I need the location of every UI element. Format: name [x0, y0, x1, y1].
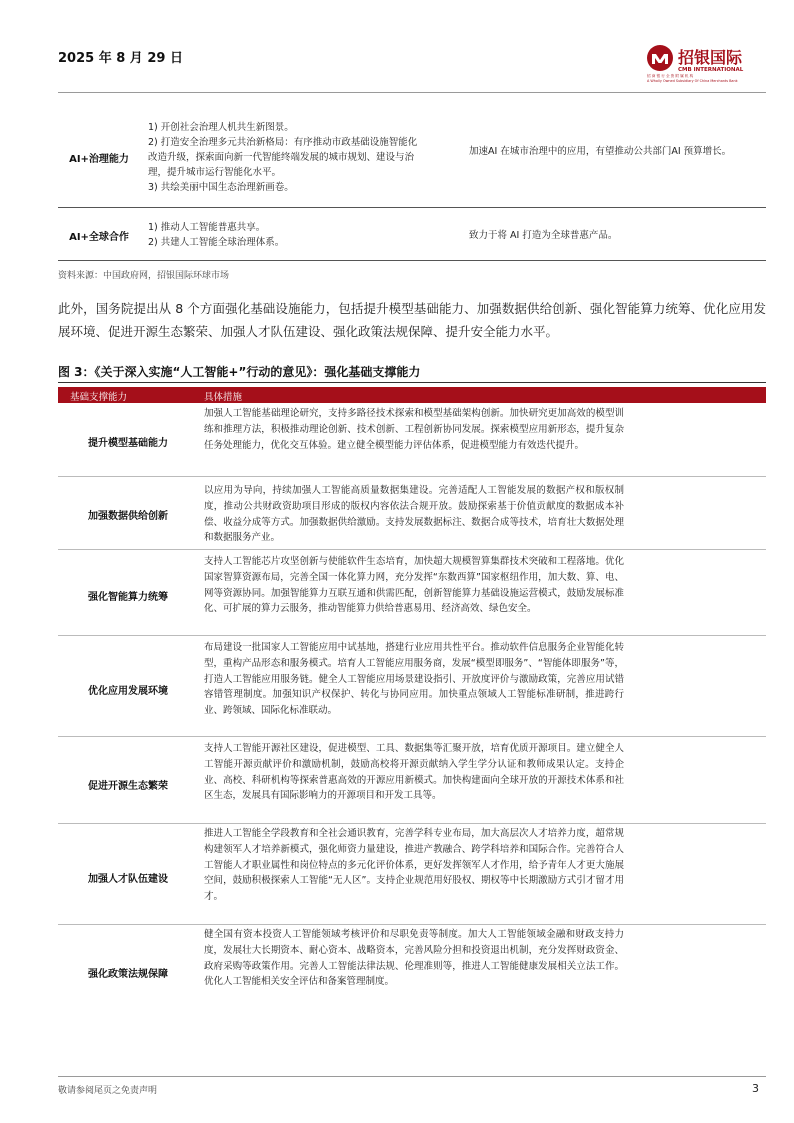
source-note: 资料来源：中国政府网，招银国际环球市场 — [58, 271, 230, 281]
list-item: 1) 开创社会治理人机共生新图景。 — [148, 122, 294, 133]
brand-name-en: CMB INTERNATIONAL — [678, 67, 744, 73]
table-row — [58, 737, 766, 824]
body-paragraph: 此外，国务院提出从 8 个方面强化基础设施能力，包括提升模型基础能力、加强数据供给创新、强化智能算力统筹、优化应用发展环境、促进开源生态繁荣、加强人才队伍建设、强化政策法规保障、提升安全能力水平。 — [58, 301, 766, 339]
row-items — [148, 220, 448, 250]
policy-table — [58, 92, 766, 260]
row-label: 强化智能算力统筹 — [88, 592, 168, 603]
table-row — [58, 824, 766, 925]
list-item: 3) 共绘美丽中国生态治理新画卷。 — [148, 182, 294, 193]
figure-title-divider — [58, 382, 766, 383]
table-row — [58, 477, 766, 550]
brand-tagline-en: A Wholly Owned Subsidiary Of China Merchants Bank — [647, 79, 738, 83]
footer-divider — [58, 1076, 766, 1077]
row-label: AI+治理能力 — [69, 154, 129, 165]
row-note: 加速AI 在城市治理中的应用，有望推动公共部门AI 预算增长。 — [469, 146, 732, 157]
row-text: 支持人工智能芯片攻坚创新与使能软件生态培育，加快超大规模智算集群技术突破和工程落地。优化国家智算资源布局，完善全国一体化算力网，充分发挥“东数西算”国家枢纽作用，加大数、算、电、网等资源协同。加强智能算力互联互通和供需匹配，创新智能算力基础设施运营模式，鼓励发展标准化、可扩展的算力云服务，推动智能算力供给普惠易用、经济高效、绿色安全。 — [204, 556, 624, 615]
cmb-logo-icon — [646, 44, 758, 84]
list-item: 改造升级，探索面向新一代智能终端发展的城市规划、建设与治 — [148, 152, 415, 163]
list-item: 2) 共建人工智能全球治理体系。 — [148, 237, 285, 248]
row-label: 强化政策法规保障 — [88, 969, 168, 980]
disclaimer-link: 敬请参阅尾页之免责声明 — [58, 1086, 158, 1096]
row-text: 以应用为导向，持续加强人工智能高质量数据集建设。完善适配人工智能发展的数据产权和版权制度，推动公共财政资助项目形成的版权内容依法合规开放。鼓励探索基于价值贡献度的数据成本补偿、收益分成等方式。加强数据供给激励。支持发展数据标注、数据合成等技术，培育壮大数据处理和数据服务产业。 — [204, 485, 624, 544]
row-label: 加强人才队伍建设 — [88, 874, 168, 885]
header-col-capability: 基础支撑能力 — [70, 392, 128, 403]
row-note: 致力于将 AI 打造为全球普惠产品。 — [469, 230, 618, 241]
row-text: 支持人工智能开源社区建设，促进模型、工具、数据集等汇聚开放，培育优质开源项目。建立健全人工智能开源贡献评价和激励机制，鼓励高校将开源贡献纳入学生学分认证和教师成果认定。支持企业、高校、科研机构等探索普惠高效的开源应用新模式。加快构建面向全球开放的开源技术体系和社区生态，发展具有国际影响力的开源项目和开发工具等。 — [204, 743, 624, 802]
table-row — [58, 92, 766, 208]
table-row — [58, 404, 766, 477]
list-item: 2) 打造安全治理多元共治新格局：有序推动市政基础设施智能化 — [148, 137, 418, 148]
row-text: 健全国有资本投资人工智能领域考核评价和尽职免责等制度。加大人工智能领域金融和财政支持力度，发展壮大长期资本、耐心资本、战略资本，完善风险分担和投资退出机制，充分发挥财政资金、政府采购等政策作用。完善人工智能法律法规、伦理准则等，推进人工智能健康发展相关立法工作。优化人工智能相关安全评估和备案管理制度。 — [204, 929, 624, 988]
brand-tagline-cn: 招 商 银 行 全 资 附 属 机 构 — [647, 74, 694, 78]
list-item: 1) 推动人工智能普惠共享。 — [148, 222, 266, 233]
brand-logo — [646, 44, 758, 84]
report-date: 2025 年 8 月 29 日 — [58, 51, 183, 66]
row-text: 加强人工智能基础理论研究，支持多路径技术探索和模型基础架构创新。加快研究更加高效的模型训练和推理方法，积极推动理论创新、技术创新、工程创新协同发展。探索模型应用新形态，提升复杂任务处理能力，优化交互体验。建立健全模型能力评估体系，促进模型能力有效迭代提升。 — [204, 408, 624, 451]
row-text: 布局建设一批国家人工智能应用中试基地，搭建行业应用共性平台。推动软件信息服务企业智能化转型，重构产品形态和服务模式。培育人工智能应用服务商，发展“模型即服务”、“智能体即服务”等，打造人工智能应用服务链。健全人工智能应用场景建设指引、开放度评价与激励政策，完善应用试错容错管理制度。加强知识产权保护、转化与协同应用。加快重点领域人工智能标准研制，推进跨行业、跨领域、国际化标准联动。 — [204, 642, 624, 717]
table-row — [58, 208, 766, 261]
figure-title: 图 3：《关于深入实施“人工智能+”行动的意见》：强化基础支撑能力 — [58, 365, 421, 379]
row-label: 优化应用发展环境 — [88, 686, 168, 697]
row-label: 加强数据供给创新 — [88, 511, 168, 522]
row-label: 促进开源生态繁荣 — [88, 781, 168, 792]
row-label: 提升模型基础能力 — [88, 438, 168, 449]
table-row — [58, 550, 766, 636]
row-text: 推进人工智能全学段教育和全社会通识教育，完善学科专业布局，加大高层次人才培养力度，超常规构建领军人才培养新模式，强化师资力量建设，推进产教融合、跨学科培养和国际合作。完善符合人工智能人才职业属性和岗位特点的多元化评价体系，更好发挥领军人才作用，给予青年人才更大施展空间，鼓励积极探索人工智能“无人区”。支持企业规范用好股权、期权等中长期激励方式引才留才用才。 — [204, 828, 624, 903]
list-item: 理，提升城市运行智能化水平。 — [148, 167, 282, 178]
row-items — [148, 120, 448, 195]
header-col-measures: 具体措施 — [204, 392, 243, 403]
brand-name-cn: 招银国际 — [678, 48, 743, 67]
row-label: AI+全球合作 — [69, 232, 129, 243]
table-row — [58, 636, 766, 737]
page-number: 3 — [752, 1082, 759, 1095]
figure-table-header — [58, 387, 766, 403]
table-row — [58, 925, 766, 1011]
